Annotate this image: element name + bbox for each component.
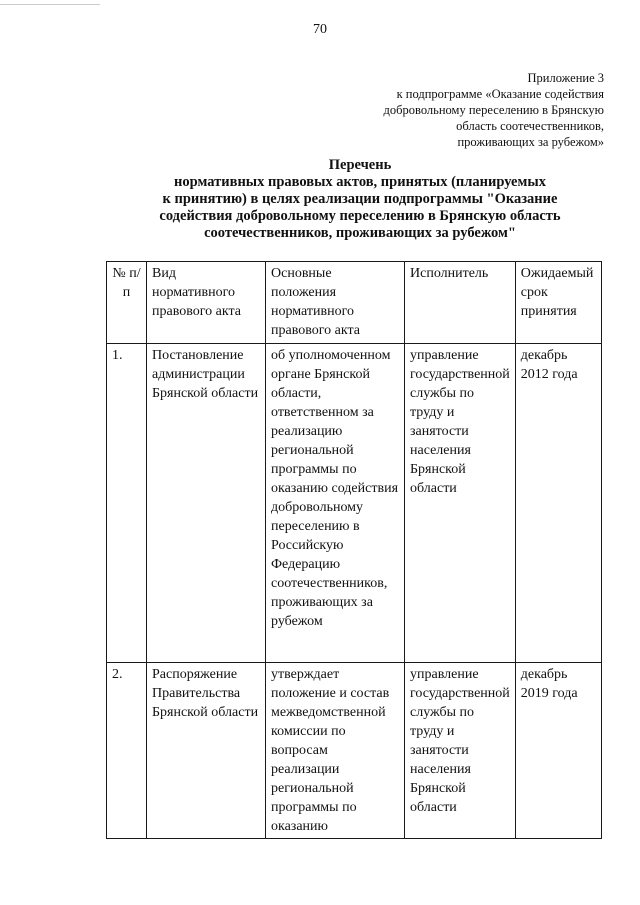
- header-num: № п/п: [107, 262, 147, 344]
- cell-provisions: утверждает положение и состав межведомственной комиссии по вопросам реализации региональной программы по оказанию: [266, 663, 405, 839]
- table-row: [107, 663, 602, 839]
- header-deadline: Ожидаемый срок принятия: [515, 262, 601, 344]
- cell-act-type: Распоряжение Правительства Брянской области: [147, 663, 266, 839]
- header-executor: Исполнитель: [405, 262, 516, 344]
- cell-executor: управление государственной службы по труду и занятости населения Брянской области: [405, 663, 516, 839]
- header-provisions: Основные положения нормативного правового акта: [266, 262, 405, 344]
- page-number: 70: [313, 22, 327, 37]
- appendix-note: [304, 70, 604, 150]
- cell-executor: управление государственной службы по труду и занятости населения Брянской области: [405, 344, 516, 663]
- title-line: к принятию) в целях реализации подпрограммы "Оказание: [162, 191, 558, 207]
- appendix-line: Приложение 3: [527, 71, 604, 85]
- document-title: [140, 157, 580, 242]
- cell-num: 2.: [107, 663, 147, 839]
- appendix-line: к подпрограмме «Оказание содействия: [396, 87, 604, 101]
- table-header-row: [107, 262, 602, 344]
- appendix-line: добровольному переселению в Брянскую: [383, 103, 604, 117]
- cell-num: 1.: [107, 344, 147, 663]
- acts-table: [106, 261, 602, 839]
- header-act-type: Вид нормативного правового акта: [147, 262, 266, 344]
- title-line: нормативных правовых актов, принятых (планируемых: [174, 174, 546, 190]
- cell-provisions: об уполномоченном органе Брянской области, ответственном за реализацию региональной программы по оказанию содействия добровольному переселению в Российскую Федерацию соотечественников, проживающих за рубежом: [266, 344, 405, 663]
- title-line: соотечественников, проживающих за рубежом": [204, 225, 516, 241]
- cell-deadline: декабрь 2019 года: [515, 663, 601, 839]
- table-row: [107, 344, 602, 663]
- title-line: содействия добровольному переселению в Брянскую область: [159, 208, 561, 224]
- scan-edge-line: [0, 0, 100, 5]
- appendix-line: проживающих за рубежом»: [457, 135, 604, 149]
- title-line: Перечень: [328, 157, 392, 173]
- appendix-line: область соотечественников,: [456, 119, 604, 133]
- cell-deadline: декабрь 2012 года: [515, 344, 601, 663]
- cell-act-type: Постановление администрации Брянской области: [147, 344, 266, 663]
